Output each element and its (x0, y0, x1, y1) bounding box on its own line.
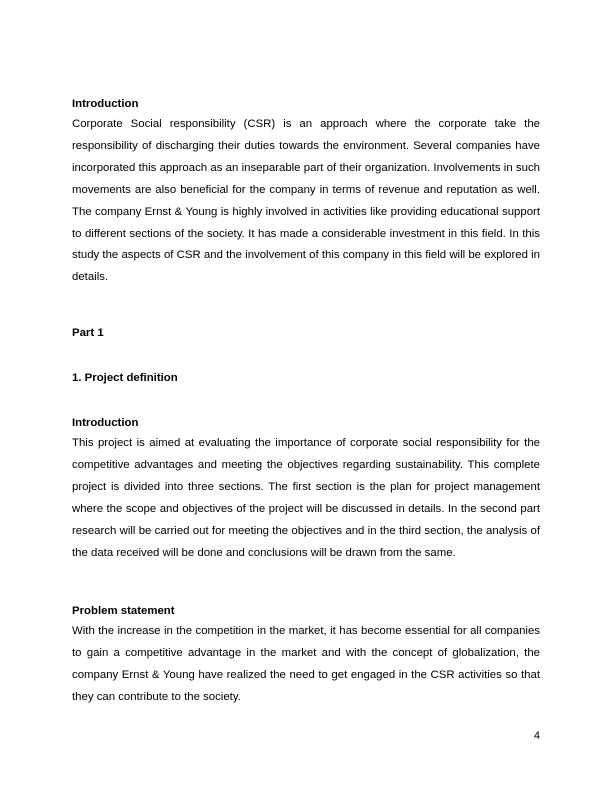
section-heading-project-introduction: Introduction (72, 417, 139, 429)
section-heading-problem-statement: Problem statement (72, 605, 175, 617)
project-introduction-section (72, 413, 540, 564)
project-definition-section (72, 368, 540, 388)
section-heading-project-definition: 1. Project definition (72, 372, 178, 384)
page-number: 4 (533, 730, 540, 742)
part-1-section (72, 323, 540, 343)
problem-statement-paragraph: With the increase in the competition in the market, it has become essential for all companies to gain a competitive advantage in the market and with the concept of globalization, the company Ernst & Young have realized the need to get engaged in the CSR activities so that they can contribute to the society. (72, 625, 540, 703)
project-introduction-paragraph: This project is aimed at evaluating the importance of corporate social responsibility for the competitive advantages and meeting the objectives regarding sustainability. This complete project is divided into three sections. The first section is the plan for project management where the scope and objectives of the project will be discussed in details. In the second part research will be carried out for meeting the objectives and in the third section, the analysis of the data received will be done and conclusions will be drawn from the same. (72, 437, 540, 559)
section-heading-part-1: Part 1 (72, 327, 104, 339)
problem-statement-section (72, 601, 540, 709)
section-heading-introduction: Introduction (72, 98, 139, 110)
intro-section (72, 94, 540, 289)
intro-paragraph: Corporate Social responsibility (CSR) is an approach where the corporate take the responsibility of discharging their duties towards the environment. Several companies have incorporated this approach as an inseparable part of their organization. Involvements in such movements are also beneficial for the company in terms of revenue and reputation as well. The company Ernst & Young is highly involved in activities like providing educational support to different sections of the society. It has made a considerable investment in this field. In this study the aspects of CSR and the involvement of this company in this field will be explored in details. (72, 118, 540, 284)
